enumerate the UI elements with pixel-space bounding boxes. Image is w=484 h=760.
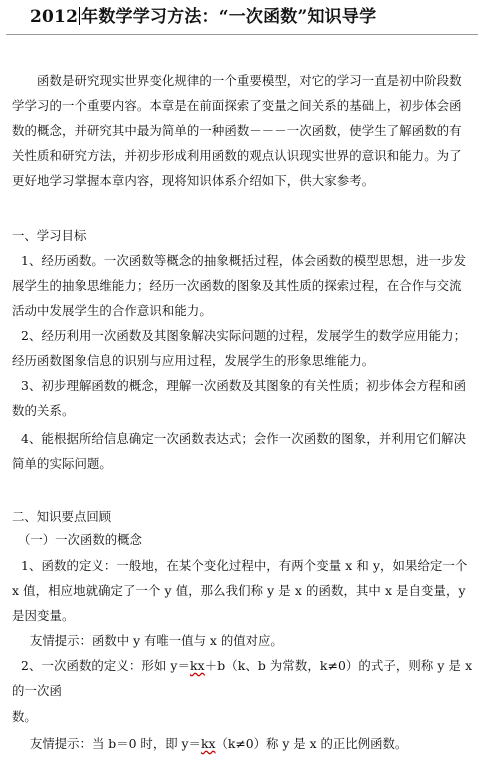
linear-function-definition <box>12 653 474 703</box>
spellcheck-kx-2: kx <box>200 736 216 751</box>
def2-part-b: ＋b（k、b 为常数，k≠0）的式子，则称 y 是 x 的一次函 <box>12 658 473 698</box>
goal-item-3: 3、初步理解函数的概念，理解一次函数及其图象的有关性质；初步体会方程和函数的关系。 <box>12 378 467 418</box>
intro-paragraph: 函数是研究现实世界变化规律的一个重要模型，对它的学习一直是初中阶段数学学习的一个重要内容。本章是在前面探索了变量之间关系的基础上，初步体会函数的概念，并研究其中最为简单的一种函数－－－一次函数，使学生了解函数的有关性质和研究方法，并初步形成利用函数的观点认识现实世界的意识和能力。为了更好地学习掌握本章内容，现将知识体系介绍如下，供大家参考。 <box>12 73 462 188</box>
document-title <box>30 6 470 28</box>
tip-proportional <box>30 731 484 756</box>
tip2-part-b: （k≠0）称 y 是 x 的正比例函数。 <box>215 736 408 751</box>
goal-item-4: 4、能根据所给信息确定一次函数表达式；会作一次函数的图象，并利用它们解决简单的实际问题。 <box>12 431 467 471</box>
title-text: 年数学学习方法：“一次函数”知识导学 <box>81 7 377 27</box>
section-heading-review: 二、知识要点回顾 <box>12 509 112 524</box>
tip-function: 友情提示：函数中 y 有唯一值与 x 的值对应。 <box>30 633 283 648</box>
tip2-part-a: 友情提示：当 b＝0 时，即 y＝ <box>30 736 201 751</box>
spellcheck-kx: kx <box>190 658 205 673</box>
goal-item-2: 2、经历利用一次函数及其图象解决实际问题的过程，发展学生的数学应用能力；经历函数图象信息的识别与应用过程，发展学生的形象思维能力。 <box>12 328 467 368</box>
text-cursor <box>79 7 80 25</box>
subsection-heading-concept: （一）一次函数的概念 <box>18 532 142 547</box>
def2-part-a: 2、一次函数的定义：形如 y＝ <box>21 658 191 673</box>
title-year: 2012 <box>30 7 79 27</box>
title-divider <box>6 34 478 35</box>
goal-item-1: 1、经历函数。一次函数等概念的抽象概括过程，体会函数的模型思想，进一步发展学生的抽象思维能力；经历一次函数的图象及其性质的探索过程，在合作与交流活动中发展学生的合作意识和能力。 <box>12 253 467 318</box>
def2-continuation: 数。 <box>12 709 37 724</box>
section-heading-goals: 一、学习目标 <box>12 228 87 243</box>
function-definition: 1、函数的定义：一般地，在某个变化过程中，有两个变量 x 和 y，如果给定一个 x 值，相应地就确定了一个 y 值，那么我们称 y 是 x 的函数，其中 x 是自变量，y 是因变量。 <box>12 558 468 623</box>
